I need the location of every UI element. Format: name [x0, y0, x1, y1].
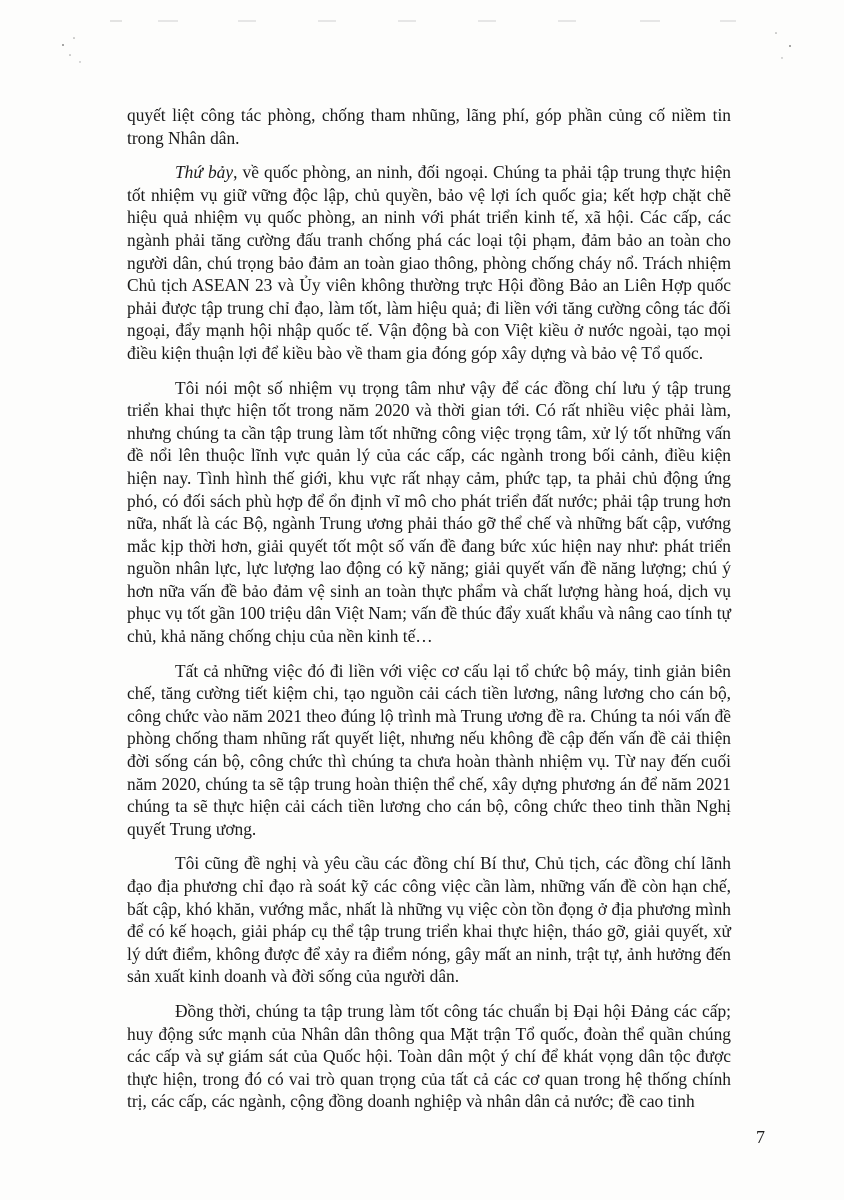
paragraph: Thứ bảy, về quốc phòng, an ninh, đối ngoại. Chúng ta phải tập trung thực hiện tốt nhiệm vụ giữ vững độc lập, chủ quyền, bảo vệ lợi ích quốc gia; kết hợp chặt chẽ hiệu quả nhiệm vụ quốc phòng, an ninh với phát triển kinh tế, xã hội. Các cấp, các ngành phải tăng cường đấu tranh chống phá các loại tội phạm, đảm bảo an toàn cho người dân, chú trọng bảo đảm an toàn giao thông, phòng chống cháy nổ. Trách nhiệm Chủ tịch ASEAN 23 và Ủy viên không thường trực Hội đồng Bảo an Liên Hợp quốc phải được tập trung chỉ đạo, làm tốt, làm hiệu quả; đi liền với tăng cường công tác đối ngoại, đẩy mạnh hội nhập quốc tế. Vận động bà con Việt kiều ở nước ngoài, tạo mọi điều kiện thuận lợi để kiều bào về tham gia đóng góp xây dựng và bảo vệ Tổ quốc.	[127, 162, 731, 363]
paragraph: Đồng thời, chúng ta tập trung làm tốt công tác chuẩn bị Đại hội Đảng các cấp; huy động sức mạnh của Nhân dân thông qua Mặt trận Tổ quốc, đoàn thể quần chúng các cấp và sự giám sát của Quốc hội. Toàn dân một ý chí để khát vọng dân tộc được thực hiện, trong đó có vai trò quan trọng của tất cả các cơ quan trong hệ thống chính trị, các cấp, các ngành, cộng đồng doanh nghiệp và nhân dân cả nước; đề cao tinh	[127, 1000, 731, 1112]
scan-artifacts	[0, 0, 844, 80]
paragraph: quyết liệt công tác phòng, chống tham nhũng, lãng phí, góp phần củng cố niềm tin trong Nhân dân.	[127, 105, 731, 148]
document-body	[127, 104, 731, 1125]
paragraph: Tôi nói một số nhiệm vụ trọng tâm như vậy để các đồng chí lưu ý tập trung triển khai thực hiện tốt trong năm 2020 và thời gian tới. Có rất nhiều việc phải làm, nhưng chúng ta cần tập trung làm tốt những công việc trọng tâm, xử lý tốt những vấn đề nổi lên thuộc lĩnh vực quản lý của các cấp, các ngành trong bối cảnh, điều kiện hiện nay. Tình hình thế giới, khu vực rất nhạy cảm, phức tạp, ta phải chủ động ứng phó, có đối sách phù hợp để ổn định vĩ mô cho phát triển đất nước; phải tập trung hơn nữa, nhất là các Bộ, ngành Trung ương phải tháo gỡ thể chế và những bất cập, vướng mắc kịp thời hơn, giải quyết tốt một số vấn đề đang bức xúc hiện nay như: phát triển nguồn nhân lực, lực lượng lao động có kỹ năng; giải quyết vấn đề năng lượng; chú ý hơn nữa vấn đề bảo đảm vệ sinh an toàn thực phẩm và chất lượng hàng hoá, dịch vụ phục vụ tốt gần 100 triệu dân Việt Nam; vấn đề thúc đẩy xuất khẩu và nâng cao tính tự chủ, khả năng chống chịu của nền kinh tế…	[127, 377, 731, 647]
section-lead: Thứ bảy	[175, 162, 234, 183]
page-number: 7	[756, 1127, 765, 1147]
paragraph: Tôi cũng đề nghị và yêu cầu các đồng chí Bí thư, Chủ tịch, các đồng chí lãnh đạo địa phương chỉ đạo rà soát kỹ các công việc cần làm, những vấn đề còn hạn chế, bất cập, khó khăn, vướng mắc, nhất là những vụ việc còn tồn đọng ở địa phương mình để có kế hoạch, giải pháp cụ thể tập trung triển khai thực hiện, tháo gỡ, giải quyết, xử lý dứt điểm, không được để xảy ra điểm nóng, gây mất an ninh, trật tự, ảnh hưởng đến sản xuất kinh doanh và đời sống của người dân.	[127, 853, 731, 987]
paragraph: Tất cả những việc đó đi liền với việc cơ cấu lại tổ chức bộ máy, tinh giản biên chế, tăng cường tiết kiệm chi, tạo nguồn cải cách tiền lương, nâng lương cho cán bộ, công chức vào năm 2021 theo đúng lộ trình mà Trung ương đề ra. Chúng ta nói vấn đề phòng chống tham nhũng rất quyết liệt, nhưng nếu không đề cập đến vấn đề cải thiện đời sống cán bộ, công chức thì chúng ta chưa hoàn thành nhiệm vụ. Từ nay đến cuối năm 2020, chúng ta sẽ tập trung hoàn thiện thể chế, xây dựng phương án để năm 2021 chúng ta sẽ thực hiện cải cách tiền lương cho cán bộ, công chức theo tinh thần Nghị quyết Trung ương.	[127, 660, 731, 839]
